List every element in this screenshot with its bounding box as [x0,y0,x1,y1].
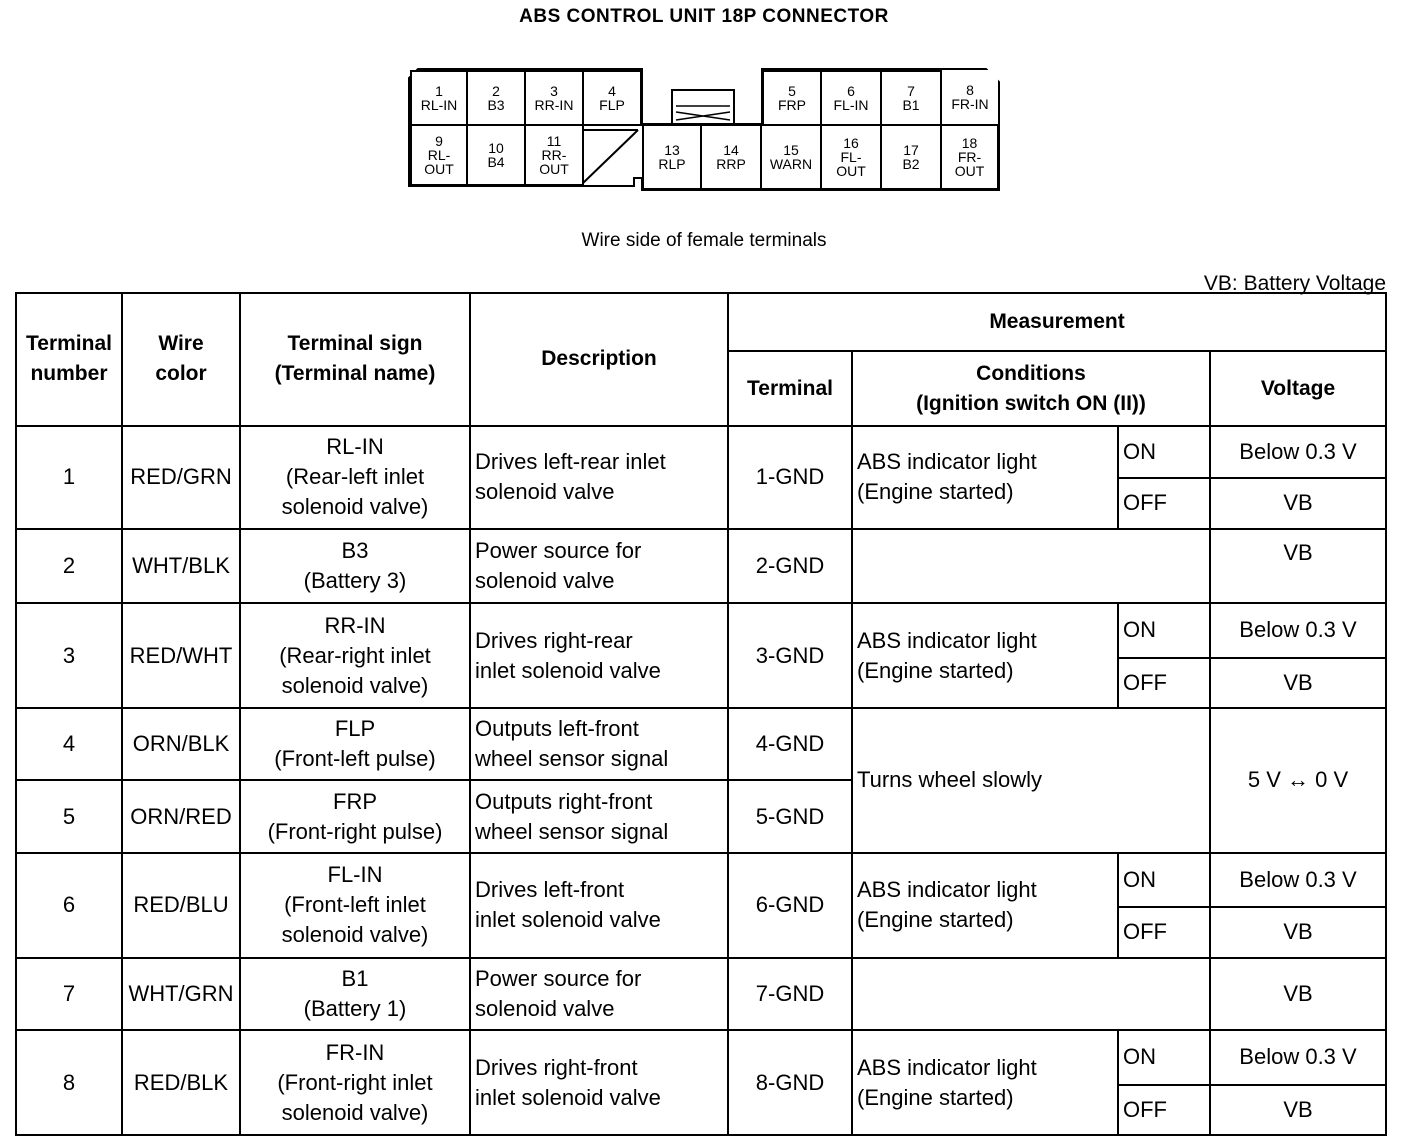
connector-pin [820,70,882,126]
table-row [16,708,1386,781]
terminal-number: 2 [16,529,122,604]
pin-number: 3 [550,83,558,99]
wire-color: WHT/GRN [122,958,240,1031]
wire-color: ORN/RED [122,780,240,853]
measure-terminal: 2-GND [728,529,852,604]
condition: Turns wheel slowly [852,708,1210,853]
pin-number: 14 [723,142,739,158]
pin-label: RLP [658,156,686,172]
measure-terminal: 1-GND [728,426,852,529]
measure-terminal: 4-GND [728,708,852,781]
table-row [16,1030,1386,1084]
pin-label: RR- OUT [539,147,569,177]
voltage-off: VB [1210,1085,1386,1136]
state-on: ON [1118,1030,1210,1084]
terminal-number: 8 [16,1030,122,1135]
header-terminal-number: Terminal number [16,293,122,426]
table-row [16,853,1386,907]
description: Drives right-front inlet solenoid valve [470,1030,728,1135]
description: Power source for solenoid valve [470,529,728,604]
wire-color: RED/BLU [122,853,240,958]
wire-color: RED/WHT [122,603,240,708]
wire-side-caption: Wire side of female terminals [581,230,827,251]
header-measurement: Measurement [728,293,1386,351]
pin-number: 16 [843,135,859,151]
description: Drives left-rear inlet solenoid valve [470,426,728,529]
wire-color: RED/BLK [122,1030,240,1135]
measure-terminal: 3-GND [728,603,852,708]
condition: ABS indicator light (Engine started) [852,1030,1118,1135]
description: Outputs left-front wheel sensor signal [470,708,728,781]
voltage-on: Below 0.3 V [1210,1030,1386,1084]
connector-pin [820,124,882,190]
terminal-sign: RL-IN (Rear-left inlet solenoid valve) [240,426,470,529]
connector-pin [524,124,584,186]
terminal-number: 3 [16,603,122,708]
state-off: OFF [1118,907,1210,957]
voltage: VB [1210,958,1386,1031]
pin-number: 5 [788,83,796,99]
pin-number: 9 [435,133,443,149]
voltage: 5 V ↔ 0 V [1210,708,1386,853]
description: Power source for solenoid valve [470,958,728,1031]
description: Drives right-rear inlet solenoid valve [470,603,728,708]
state-on: ON [1118,853,1210,907]
pin-number: 6 [847,83,855,99]
header-terminal: Terminal [728,351,852,426]
pin-label: RRP [716,156,746,172]
connector-pin [410,70,468,126]
terminal-sign: B1 (Battery 1) [240,958,470,1031]
state-off: OFF [1118,658,1210,708]
voltage-on: Below 0.3 V [1210,603,1386,657]
wire-color: ORN/BLK [122,708,240,781]
voltage-off: VB [1210,907,1386,957]
pin-label: B3 [487,97,505,113]
pin-number: 17 [903,142,919,158]
page-title: ABS CONTROL UNIT 18P CONNECTOR [519,6,889,27]
wire-color: RED/GRN [122,426,240,529]
terminal-sign: B3 (Battery 3) [240,529,470,604]
terminal-sign: FRP (Front-right pulse) [240,780,470,853]
pin-number: 7 [907,83,915,99]
terminal-sign: FL-IN (Front-left inlet solenoid valve) [240,853,470,958]
pin-label: RL- OUT [424,147,454,177]
state-off: OFF [1118,1085,1210,1136]
table-row [16,426,1386,478]
wire-color: WHT/BLK [122,529,240,604]
connector-pin [466,124,526,186]
voltage-on: Below 0.3 V [1210,426,1386,478]
pin-number: 13 [664,142,680,158]
pin-label: FL- OUT [836,149,866,179]
header-description: Description [470,293,728,426]
terminal-sign: FLP (Front-left pulse) [240,708,470,781]
connector-pin [760,124,822,190]
connector-pin [880,70,942,126]
header-terminal-sign: Terminal sign (Terminal name) [240,293,470,426]
connector-pin [524,70,584,126]
condition: ABS indicator light (Engine started) [852,426,1118,529]
terminal-sign: RR-IN (Rear-right inlet solenoid valve) [240,603,470,708]
voltage-off: VB [1210,658,1386,708]
pin-label: B1 [902,97,920,113]
connector-pin [940,70,998,126]
pin-label: FLP [599,97,625,113]
connector-pin [642,124,702,190]
terminal-number: 5 [16,780,122,853]
header-wire-color: Wire color [122,293,240,426]
terminal-table [15,292,1387,1136]
table-row [16,603,1386,657]
terminal-number: 1 [16,426,122,529]
pin-label: FRP [778,97,806,113]
connector-pin [762,70,822,126]
terminal-number: 7 [16,958,122,1031]
condition-empty [852,958,1210,1031]
header-voltage: Voltage [1210,351,1386,426]
voltage: VB [1210,529,1386,604]
measure-terminal: 7-GND [728,958,852,1031]
pin-label: FL-IN [833,97,869,113]
condition: ABS indicator light (Engine started) [852,603,1118,708]
connector-pin [410,124,468,186]
pin-label: WARN [769,156,813,172]
description: Outputs right-front wheel sensor signal [470,780,728,853]
pin-label: FR- OUT [954,149,985,179]
voltage-off: VB [1210,478,1386,528]
connector-pin [700,124,762,190]
terminal-number: 4 [16,708,122,781]
connector-pin [466,70,526,126]
pin-label: B4 [487,154,505,170]
measure-terminal: 5-GND [728,780,852,853]
pin-number: 15 [783,142,799,158]
pin-number: 4 [608,83,616,99]
pin-number: 18 [961,135,978,151]
voltage-on: Below 0.3 V [1210,853,1386,907]
pin-number: 1 [435,83,443,99]
connector-pin [582,70,642,126]
pin-number: 8 [966,82,974,98]
terminal-sign: FR-IN (Front-right inlet solenoid valve) [240,1030,470,1135]
state-on: ON [1118,603,1210,657]
table-row [16,529,1386,604]
pin-label: FR-IN [951,96,989,112]
pin-number: 10 [488,140,504,156]
measure-terminal: 8-GND [728,1030,852,1135]
pin-number: 2 [492,83,500,99]
state-on: ON [1118,426,1210,478]
table-row [16,958,1386,1031]
connector-diagram [408,68,1002,192]
measure-terminal: 6-GND [728,853,852,958]
pin-label: RL-IN [420,97,458,113]
pin-label: B2 [902,156,920,172]
state-off: OFF [1118,478,1210,528]
header-conditions: Conditions (Ignition switch ON (II)) [852,351,1210,426]
vb-note: VB: Battery Voltage [1203,272,1386,295]
description: Drives left-front inlet solenoid valve [470,853,728,958]
pin-number: 11 [546,133,562,149]
condition-empty [852,529,1210,604]
terminal-number: 6 [16,853,122,958]
pin-label: RR-IN [534,97,574,113]
connector-pin [940,124,999,190]
condition: ABS indicator light (Engine started) [852,853,1118,958]
connector-pin [880,124,942,190]
